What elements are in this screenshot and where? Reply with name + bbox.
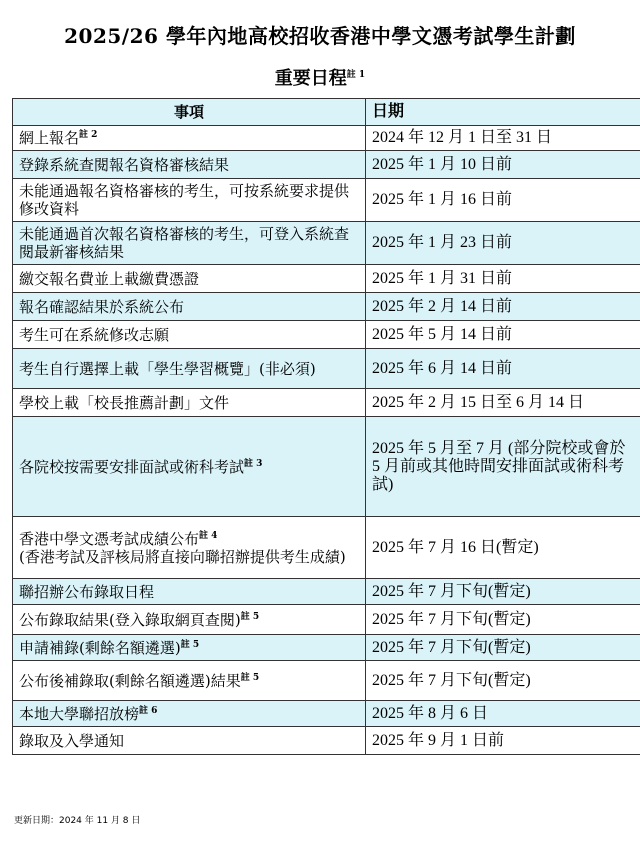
table-row [13, 635, 640, 661]
document-title: 2025/26 學年內地高校招收香港中學文憑考試學生計劃 [64, 24, 576, 48]
table-row [13, 321, 640, 349]
row-item-text: 公布錄取結果(登入錄取網頁查閱) [19, 610, 241, 629]
row-date: 2025 年 2 月 15 日至 6 月 14 日 [366, 389, 640, 417]
schedule-table [12, 98, 640, 755]
table-header-row [13, 99, 640, 126]
row-item-text: 學校上載「校長推薦計劃」文件 [19, 393, 230, 412]
row-item-text: 網上報名 [19, 129, 80, 147]
row-item [13, 321, 366, 349]
table-row [13, 579, 640, 605]
row-item-text: 公布後補錄取(剩餘名額遴選)結果 [19, 671, 241, 690]
row-item-text: 登錄系統查閱報名資格審核結果 [19, 155, 230, 174]
row-note: 註 3 [244, 458, 263, 469]
table-row [13, 265, 640, 293]
table-row [13, 517, 640, 579]
row-note: 註 2 [79, 130, 98, 140]
table-row [13, 349, 640, 389]
row-date: 2025 年 1 月 10 日前 [366, 151, 640, 179]
subtitle-note: 註 1 [346, 70, 366, 80]
row-date: 2025 年 7 月下旬(暫定) [366, 605, 640, 635]
row-item [13, 517, 366, 579]
row-item [13, 579, 366, 605]
row-date: 2024 年 12 月 1 日至 31 日 [366, 126, 640, 151]
table-row [13, 126, 640, 151]
row-note: 註 4 [199, 530, 218, 541]
schedule-rows [13, 126, 640, 755]
row-item [13, 605, 366, 635]
row-item-text: 本地大學聯招放榜 [19, 704, 140, 723]
row-date: 2025 年 2 月 14 日前 [366, 293, 640, 321]
table-row [13, 417, 640, 517]
row-date: 2025 年 5 月至 7 月 (部分院校或會於 5 月前或其他時間安排面試或術科考試) [366, 417, 640, 517]
row-date: 2025 年 7 月下旬(暫定) [366, 635, 640, 661]
row-item [13, 635, 366, 661]
row-note: 註 5 [240, 672, 260, 683]
row-note: 註 5 [240, 611, 260, 622]
table-row [13, 389, 640, 417]
last-updated: 更新日期：2024 年 11 月 8 日 [14, 816, 141, 826]
row-item [13, 389, 366, 417]
row-item-text: 香港中學文憑考試成績公布 [19, 529, 200, 548]
table-row [13, 727, 640, 755]
header-item: 事項 [13, 99, 366, 126]
row-item [13, 179, 366, 222]
table-row [13, 293, 640, 321]
row-item-text: 未能通過首次報名資格審核的考生，可登入系統查閱最新審核結果 [19, 225, 350, 261]
row-date: 2025 年 7 月下旬(暫定) [366, 661, 640, 701]
row-date: 2025 年 5 月 14 日前 [366, 321, 640, 349]
row-date: 2025 年 8 月 6 日 [366, 701, 640, 727]
row-item-text: 考生自行選擇上載「學生學習概覽」(非必須) [19, 359, 316, 378]
row-item-text: 報名確認結果於系統公布 [19, 297, 185, 316]
row-date: 2025 年 1 月 31 日前 [366, 265, 640, 293]
schedule-subtitle [0, 64, 640, 90]
row-item-text: 考生可在系統修改志願 [19, 325, 170, 344]
row-date: 2025 年 9 月 1 日前 [366, 727, 640, 755]
row-date: 2025 年 7 月 16 日(暫定) [366, 517, 640, 579]
row-item [13, 126, 366, 151]
table-row [13, 151, 640, 179]
row-item [13, 417, 366, 517]
row-item [13, 701, 366, 727]
row-item [13, 151, 366, 179]
row-item [13, 349, 366, 389]
table-row [13, 179, 640, 222]
row-item [13, 222, 366, 265]
row-item-extra: (香港考試及評核局將直接向聯招辦提供考生成績) [19, 547, 346, 566]
table-row [13, 701, 640, 727]
row-note: 註 5 [180, 639, 200, 650]
row-item [13, 727, 366, 755]
row-item [13, 265, 366, 293]
header-date: 日期 [366, 99, 640, 126]
row-date: 2025 年 1 月 16 日前 [366, 179, 640, 222]
row-date: 2025 年 6 月 14 日前 [366, 349, 640, 389]
row-item-text: 各院校按需要安排面試或術科考試 [19, 457, 245, 476]
row-item [13, 293, 366, 321]
subtitle-text: 重要日程 [274, 68, 347, 89]
row-item-text: 申請補錄(剩餘名額遴選) [19, 638, 181, 657]
row-item [13, 661, 366, 701]
table-row [13, 605, 640, 635]
row-item-text: 聯招辦公布錄取日程 [19, 582, 155, 601]
table-row [13, 661, 640, 701]
row-note: 註 6 [139, 705, 158, 716]
table-row [13, 222, 640, 265]
row-item-text: 繳交報名費並上載繳費憑證 [19, 269, 200, 288]
row-item-text: 未能通過報名資格審核的考生，可按系統要求提供修改資料 [19, 182, 350, 218]
row-date: 2025 年 1 月 23 日前 [366, 222, 640, 265]
row-date: 2025 年 7 月下旬(暫定) [366, 579, 640, 605]
row-item-text: 錄取及入學通知 [19, 731, 125, 750]
